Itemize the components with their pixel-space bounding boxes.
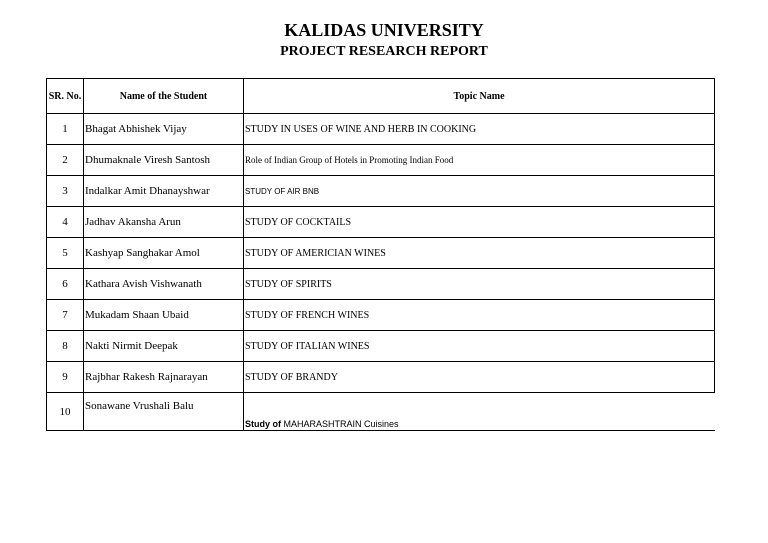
sr-no: 7 [47, 300, 84, 331]
table-row [47, 114, 715, 145]
topic-name: STUDY OF FRENCH WINES [244, 300, 715, 331]
topic-name [244, 393, 715, 431]
student-name: Jadhav Akansha Arun [84, 207, 244, 238]
university-title: KALIDAS UNIVERSITY [284, 20, 484, 40]
topic-name: STUDY IN USES OF WINE AND HERB IN COOKING [244, 114, 715, 145]
topic-name: STUDY OF ITALIAN WINES [244, 331, 715, 362]
sr-no: 8 [47, 331, 84, 362]
sr-no: 5 [47, 238, 84, 269]
table-row [47, 393, 715, 431]
header-student-name: Name of the Student [84, 79, 244, 114]
topic-prefix: Study of [245, 419, 281, 429]
topic-name: STUDY OF COCKTAILS [244, 207, 715, 238]
topic-name: STUDY OF SPIRITS [244, 269, 715, 300]
student-name: Rajbhar Rakesh Rajnarayan [84, 362, 244, 393]
sr-no: 10 [47, 393, 84, 431]
sr-no: 3 [47, 176, 84, 207]
student-name: Kathara Avish Vishwanath [84, 269, 244, 300]
student-topic-table [46, 78, 715, 431]
table-row [47, 331, 715, 362]
table-row [47, 176, 715, 207]
header-sr-no: SR. No. [47, 79, 84, 114]
topic-name: Role of Indian Group of Hotels in Promoting Indian Food [244, 145, 715, 176]
sr-no: 6 [47, 269, 84, 300]
sr-no: 9 [47, 362, 84, 393]
sr-no: 2 [47, 145, 84, 176]
topic-name: STUDY OF BRANDY [244, 362, 715, 393]
report-title: PROJECT RESEARCH REPORT [280, 44, 488, 59]
student-name: Nakti Nirmit Deepak [84, 331, 244, 362]
table-header-row [47, 79, 715, 114]
student-name: Indalkar Amit Dhanayshwar [84, 176, 244, 207]
topic-name: STUDY OF AIR BNB [244, 176, 715, 207]
sr-no: 1 [47, 114, 84, 145]
topic-text: MAHARASHTRAIN Cuisines [283, 419, 399, 429]
header-topic-name: Topic Name [244, 79, 715, 114]
student-name: Bhagat Abhishek Vijay [84, 114, 244, 145]
table-row [47, 269, 715, 300]
student-name: Sonawane Vrushali Balu [84, 393, 244, 431]
table-row [47, 145, 715, 176]
student-name: Mukadam Shaan Ubaid [84, 300, 244, 331]
table-row [47, 362, 715, 393]
table-row [47, 238, 715, 269]
table-row [47, 300, 715, 331]
sr-no: 4 [47, 207, 84, 238]
student-name: Kashyap Sanghakar Amol [84, 238, 244, 269]
topic-name: STUDY OF AMERICIAN WINES [244, 238, 715, 269]
student-name: Dhumaknale Viresh Santosh [84, 145, 244, 176]
table-row [47, 207, 715, 238]
